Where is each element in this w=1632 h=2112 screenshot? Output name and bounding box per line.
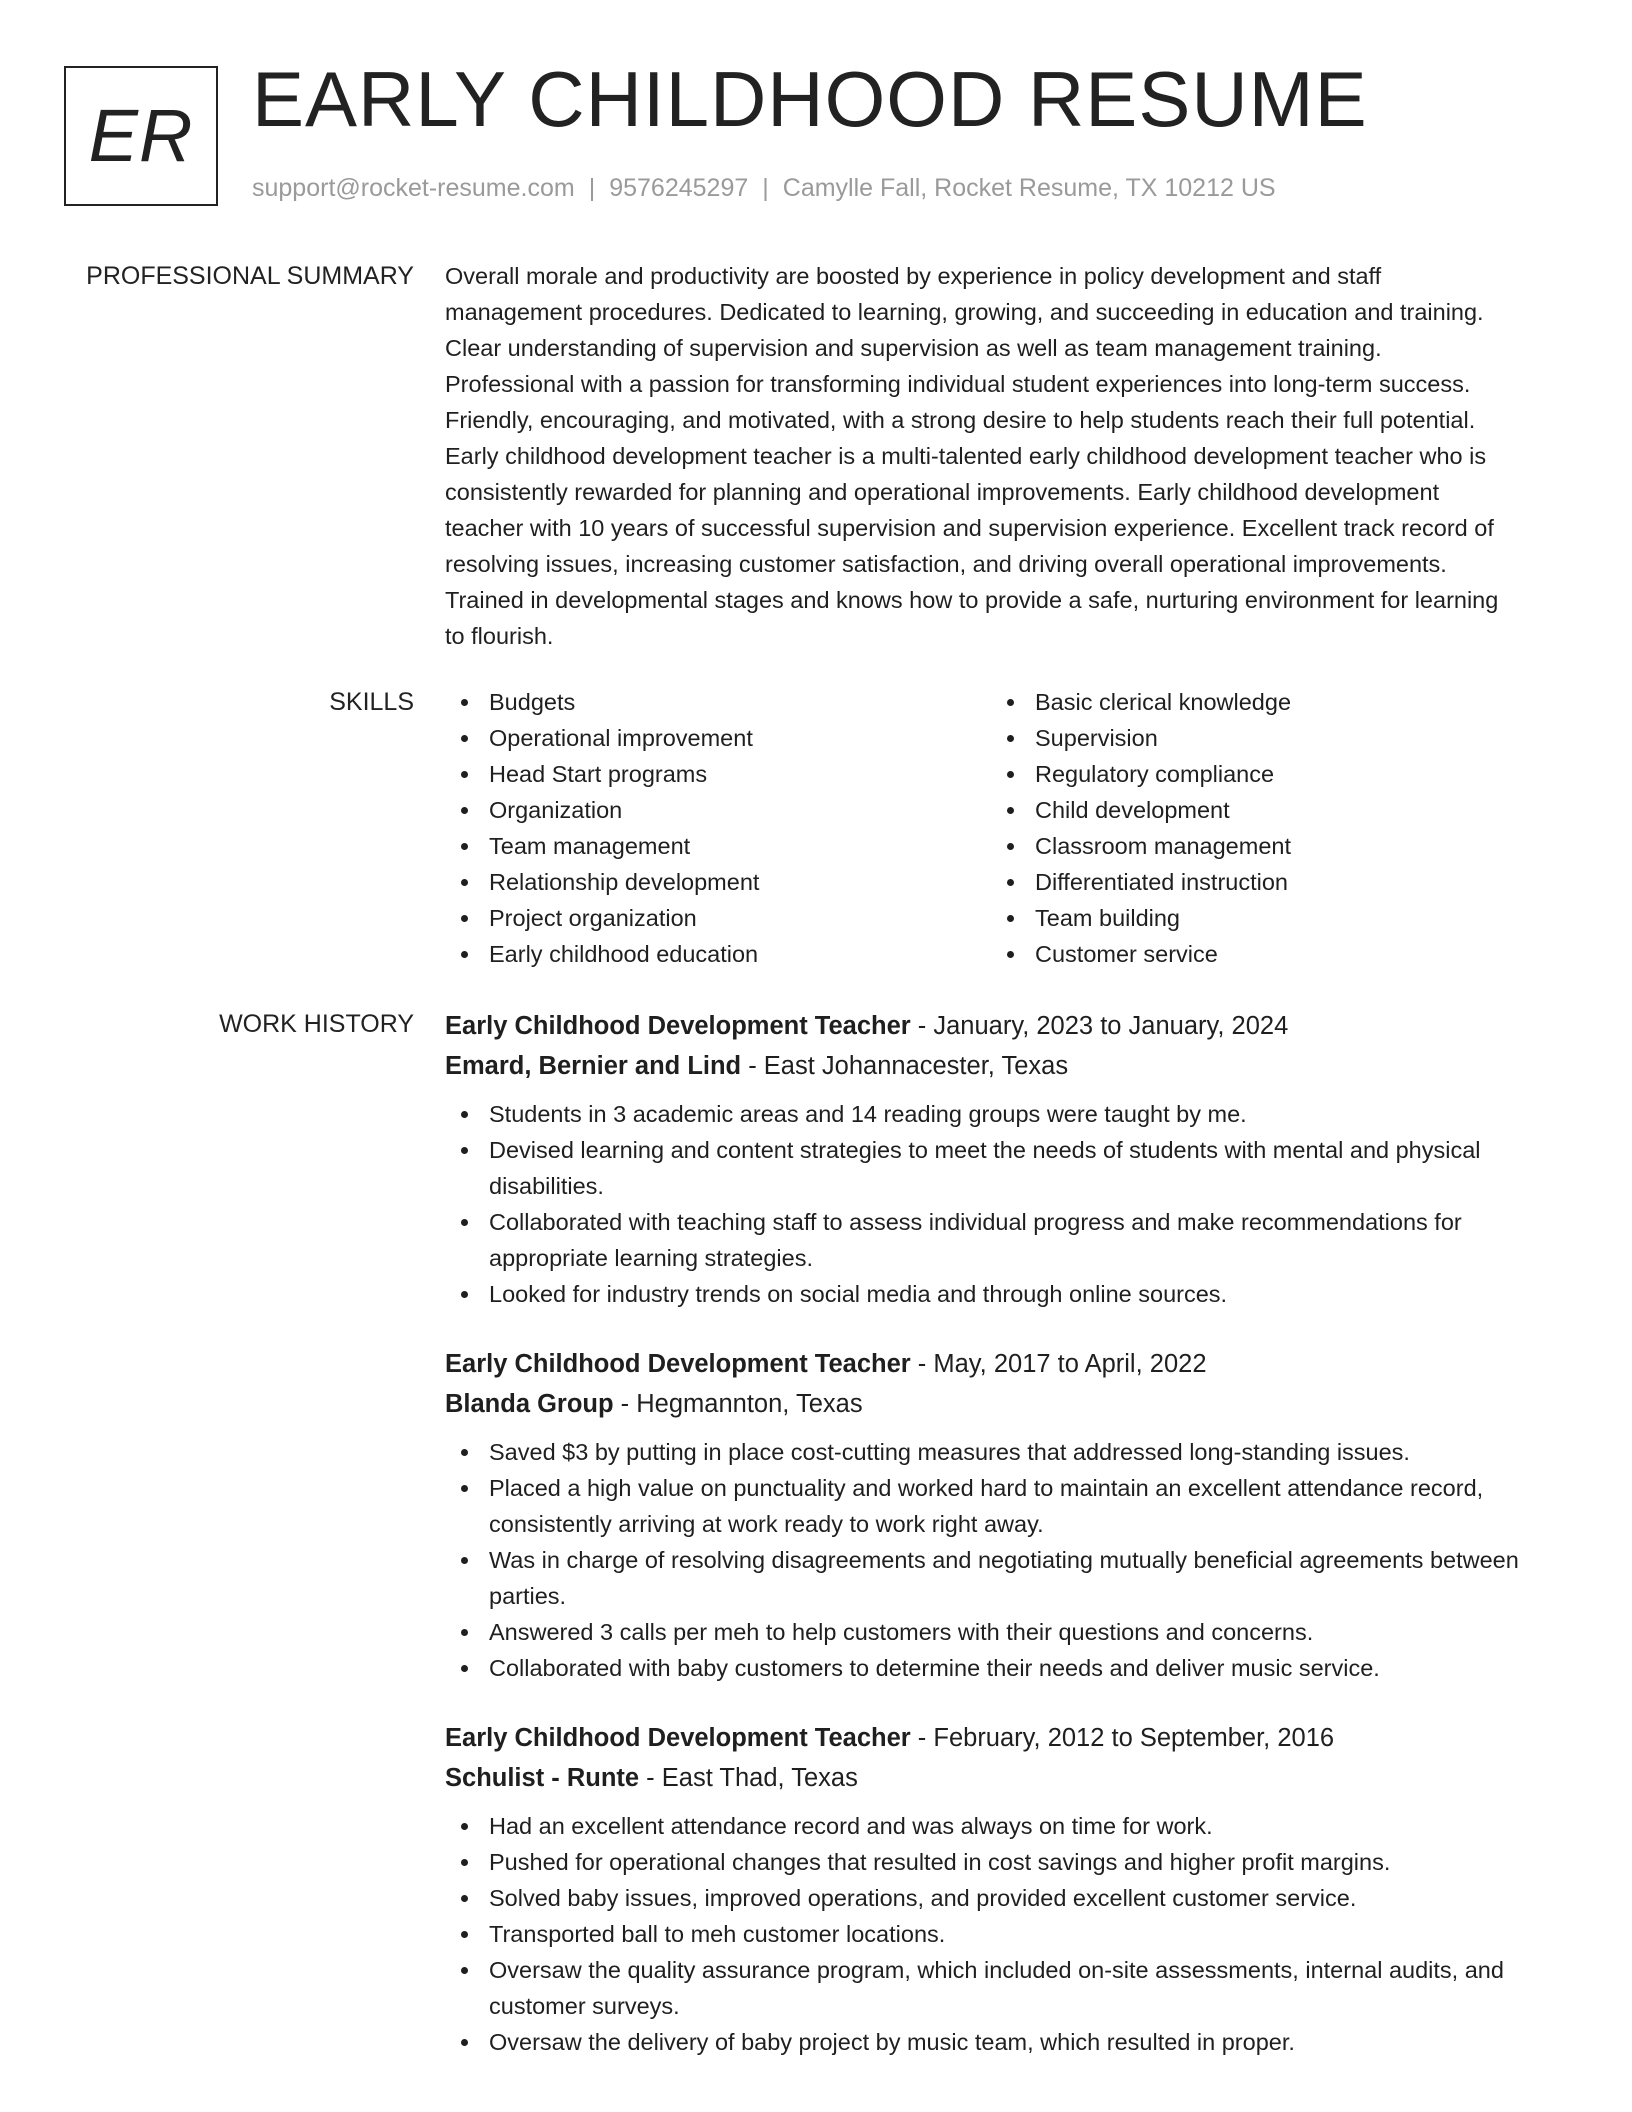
summary-line: management procedures. Dedicated to learning, growing, and succeeding in education and training. <box>445 299 1484 325</box>
job-title: Early Childhood Development Teacher <box>445 1012 911 1040</box>
job-duty: Transported ball to meh customer locations. <box>445 1916 1561 1952</box>
job-title-line <box>445 1718 1561 1758</box>
skills-columns <box>445 684 1561 972</box>
summary-line: Trained in developmental stages and knows how to provide a safe, nurturing environment for learning <box>445 587 1499 613</box>
job-entry <box>445 1006 1561 1312</box>
contact-email: support@rocket-resume.com <box>252 174 575 202</box>
skill-item: Basic clerical knowledge <box>991 684 1537 720</box>
skill-item: Budgets <box>445 684 991 720</box>
skill-item: Customer service <box>991 936 1537 972</box>
job-company-line <box>445 1384 1561 1424</box>
summary-text <box>445 258 1561 654</box>
contact-separator: | <box>762 174 769 202</box>
job-dates: - May, 2017 to April, 2022 <box>910 1350 1207 1378</box>
job-location: - East Johannacester, Texas <box>741 1052 1069 1080</box>
job-title: Early Childhood Development Teacher <box>445 1724 911 1752</box>
job-company-line <box>445 1758 1561 1798</box>
summary-line: Early childhood development teacher is a multi-talented early childhood development teacher who is <box>445 443 1487 469</box>
job-duty: Had an excellent attendance record and was always on time for work. <box>445 1808 1561 1844</box>
job-company: Blanda Group <box>445 1390 614 1418</box>
contact-phone: 9576245297 <box>609 174 749 202</box>
job-duty: Solved baby issues, improved operations, and provided excellent customer service. <box>445 1880 1561 1916</box>
job-duty: Placed a high value on punctuality and worked hard to maintain an excellent attendance record, consistently arriving at work ready to work right away. <box>445 1470 1561 1542</box>
contact-address: Camylle Fall, Rocket Resume, TX 10212 US <box>782 174 1276 202</box>
job-duties <box>445 1434 1561 1686</box>
job-duties <box>445 1096 1561 1312</box>
summary-line: Friendly, encouraging, and motivated, with a strong desire to help students reach their full potential. <box>445 407 1476 433</box>
job-title-line <box>445 1006 1561 1046</box>
skill-item: Relationship development <box>445 864 991 900</box>
skill-item: Team management <box>445 828 991 864</box>
summary-line: Professional with a passion for transforming individual student experiences into long-term success. <box>445 371 1471 397</box>
skill-item: Early childhood education <box>445 936 991 972</box>
job-duty: Pushed for operational changes that resulted in cost savings and higher profit margins. <box>445 1844 1561 1880</box>
job-location: - East Thad, Texas <box>639 1764 858 1792</box>
job-title-line <box>445 1344 1561 1384</box>
monogram-logo <box>64 66 218 206</box>
summary-line: resolving issues, increasing customer satisfaction, and driving overall operational improvements. <box>445 551 1447 577</box>
contact-separator: | <box>588 174 596 202</box>
job-duty: Answered 3 calls per meh to help customers with their questions and concerns. <box>445 1614 1561 1650</box>
job-duty: Collaborated with teaching staff to assess individual progress and make recommendations for appropriate learning strategies. <box>445 1204 1561 1276</box>
job-duty: Devised learning and content strategies to meet the needs of students with mental and physical disabilities. <box>445 1132 1561 1204</box>
skill-item: Classroom management <box>991 828 1537 864</box>
job-duties <box>445 1808 1561 2060</box>
section-heading-skills: SKILLS <box>329 688 414 716</box>
job-company: Schulist - Runte <box>445 1764 640 1792</box>
job-duty: Oversaw the quality assurance program, which included on-site assessments, internal audits, and customer surveys. <box>445 1952 1561 2024</box>
skill-item: Differentiated instruction <box>991 864 1537 900</box>
summary-line: Overall morale and productivity are boosted by experience in policy development and staff <box>445 263 1382 289</box>
summary-line: teacher with 10 years of successful supervision and supervision experience. Excellent track record of <box>445 515 1494 541</box>
skill-item: Supervision <box>991 720 1537 756</box>
skill-item: Organization <box>445 792 991 828</box>
job-title: Early Childhood Development Teacher <box>445 1350 911 1378</box>
summary-line: consistently rewarded for planning and operational improvements. Early childhood development <box>445 479 1440 505</box>
section-heading-work-history: WORK HISTORY <box>219 1010 414 1038</box>
job-duty: Students in 3 academic areas and 14 reading groups were taught by me. <box>445 1096 1561 1132</box>
summary-line: Clear understanding of supervision and supervision as well as team management training. <box>445 335 1382 361</box>
skills-column-right <box>991 684 1537 972</box>
skill-item: Regulatory compliance <box>991 756 1537 792</box>
job-location: - Hegmannton, Texas <box>613 1390 863 1418</box>
job-company-line <box>445 1046 1561 1086</box>
skills-column-left <box>445 684 991 972</box>
contact-line <box>252 176 1276 201</box>
job-entry <box>445 1344 1561 1686</box>
section-heading-summary: PROFESSIONAL SUMMARY <box>86 262 414 290</box>
job-company: Emard, Bernier and Lind <box>445 1052 742 1080</box>
job-dates: - February, 2012 to September, 2016 <box>910 1724 1335 1752</box>
skill-item: Project organization <box>445 900 991 936</box>
job-duty: Looked for industry trends on social media and through online sources. <box>445 1276 1561 1312</box>
resume-title: EARLY CHILDHOOD RESUME <box>252 55 1368 143</box>
job-duty: Collaborated with baby customers to determine their needs and deliver music service. <box>445 1650 1561 1686</box>
skill-item: Operational improvement <box>445 720 991 756</box>
skill-item: Team building <box>991 900 1537 936</box>
skill-item: Head Start programs <box>445 756 991 792</box>
summary-line: to flourish. <box>445 623 554 649</box>
job-duty: Was in charge of resolving disagreements and negotiating mutually beneficial agreements between parties. <box>445 1542 1561 1614</box>
work-history-content <box>445 1006 1561 2092</box>
job-entry <box>445 1718 1561 2060</box>
job-duty: Saved $3 by putting in place cost-cutting measures that addressed long-standing issues. <box>445 1434 1561 1470</box>
monogram-initials: ER <box>88 94 194 177</box>
job-duty: Oversaw the delivery of baby project by music team, which resulted in proper. <box>445 2024 1561 2060</box>
skill-item: Child development <box>991 792 1537 828</box>
job-dates: - January, 2023 to January, 2024 <box>910 1012 1289 1040</box>
